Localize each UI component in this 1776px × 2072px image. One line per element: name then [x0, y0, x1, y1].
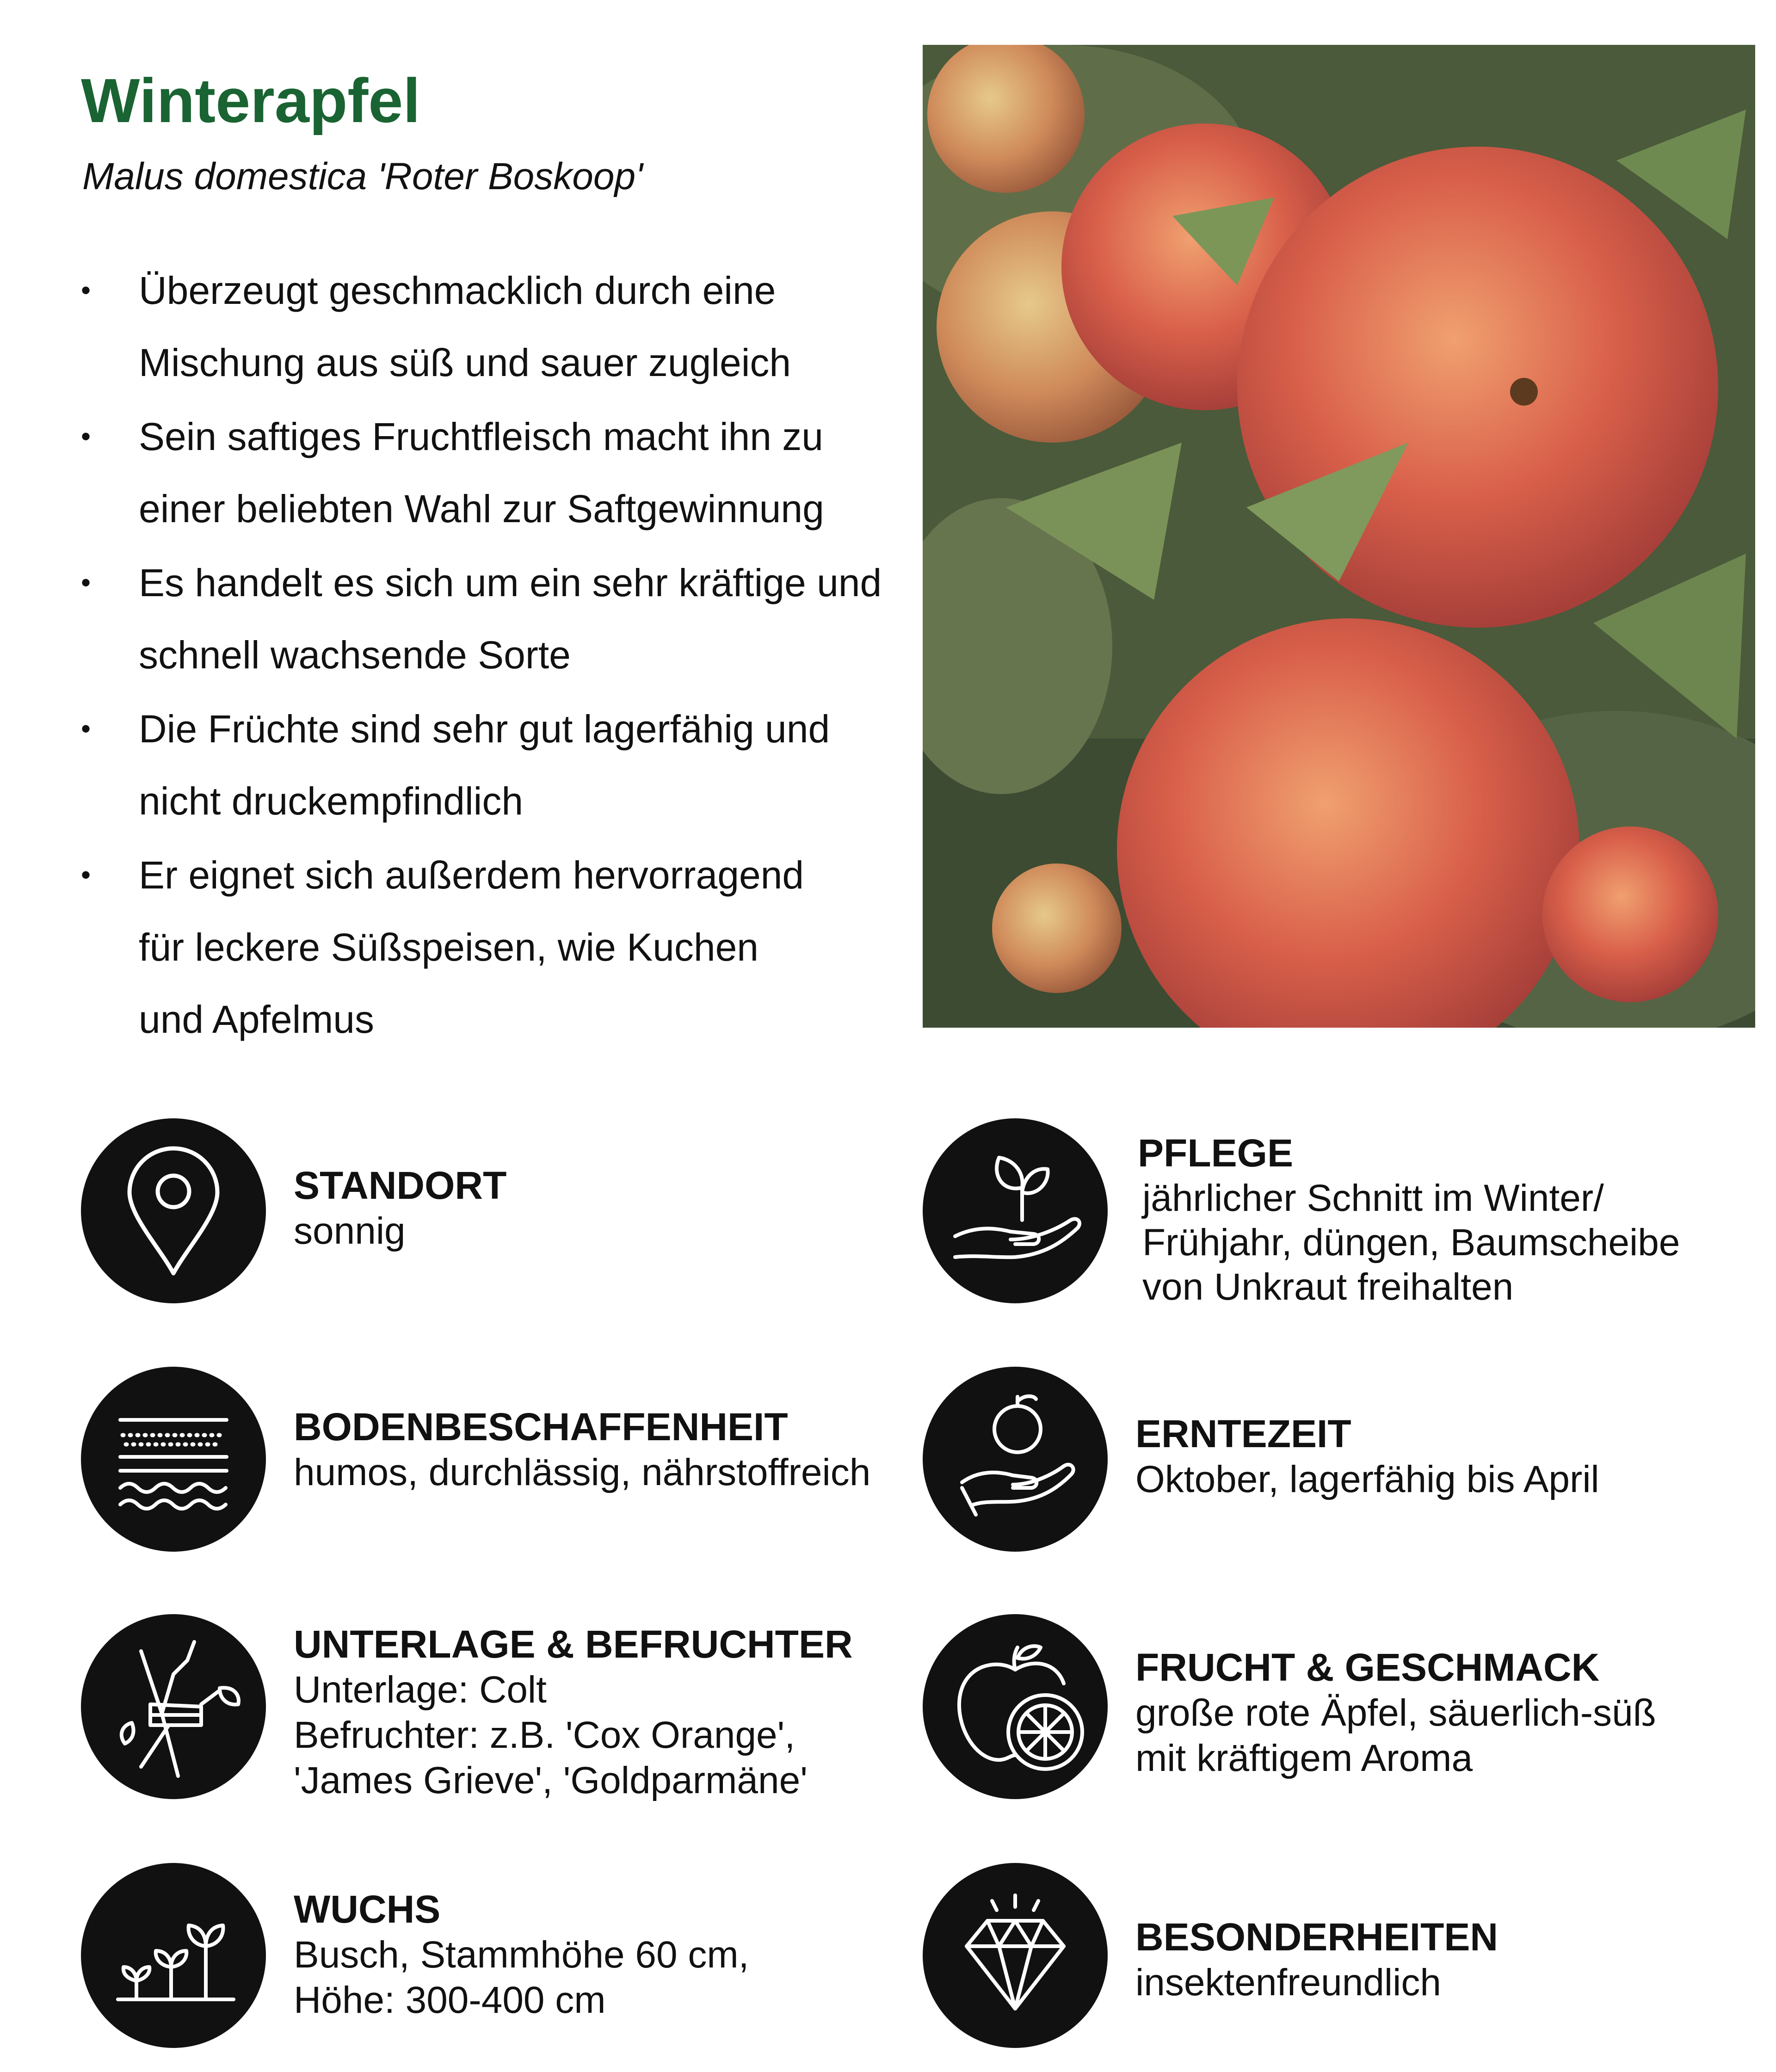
seedlings-icon: [81, 1863, 266, 2048]
feature-boden: [81, 1367, 923, 1552]
feature-value: sonnig: [294, 1210, 406, 1252]
feature-pflege: [923, 1118, 1764, 1308]
bullet-item: • Es handelt es sich um ein sehr kräftige und schnell wachsende Sorte: [81, 547, 934, 691]
feature-value: jährlicher Schnitt im Winter/ Frühjahr, düngen, Baumscheibe von Unkraut freihalten: [1142, 1177, 1680, 1308]
bullet-item: • Überzeugt geschmacklich durch eine Mischung aus süß und sauer zugleich: [81, 254, 846, 399]
feature-title: UNTERLAGE & BEFRUCHTER: [294, 1622, 853, 1666]
diamond-icon: [923, 1863, 1108, 2048]
feature-title: BODENBESCHAFFENHEIT: [294, 1405, 788, 1449]
feature-title: ERNTEZEIT: [1135, 1412, 1351, 1455]
feature-bullet-list: [81, 254, 913, 1057]
feature-unterlage: [81, 1614, 923, 1799]
apple-orange-icon: [923, 1614, 1108, 1799]
bullet-item: • Die Früchte sind sehr gut lagerfähig und nicht druckempfindlich: [81, 693, 888, 837]
feature-value: humos, durchlässig, nährstoffreich: [294, 1451, 871, 1493]
feature-value: insektenfreundlich: [1135, 1961, 1441, 2004]
plant-in-hand-icon: [923, 1118, 1108, 1303]
grafting-icon: [81, 1614, 266, 1799]
feature-title: PFLEGE: [1138, 1131, 1294, 1175]
bullet-item: • Sein saftiges Fruchtfleisch macht ihn zu einer beliebten Wahl zur Saftgewinnung: [81, 401, 860, 545]
fruit-in-hand-icon: [923, 1367, 1108, 1552]
feature-title: STANDORT: [294, 1164, 507, 1207]
feature-besonderheiten: [923, 1863, 1764, 2048]
feature-value: Oktober, lagerfähig bis April: [1135, 1458, 1599, 1500]
feature-title: FRUCHT & GESCHMACK: [1135, 1646, 1600, 1689]
botanical-name: Malus domestica 'Roter Boskoop': [82, 155, 643, 197]
feature-title: WUCHS: [294, 1887, 441, 1931]
bullet-item: • Er eignet sich außerdem hervorragend für leckere Süßspeisen, wie Kuchen und Apfelmus: [81, 839, 809, 1055]
feature-title: BESONDERHEITEN: [1135, 1915, 1498, 1959]
page-title: Winterapfel: [81, 66, 420, 136]
feature-value: Unterlage: Colt Befruchter: z.B. 'Cox Orange', 'James Grieve', 'Goldparmäne': [294, 1669, 808, 1801]
location-pin-icon: [81, 1118, 266, 1303]
apple-tree-photo: [923, 45, 1755, 1028]
feature-value: Busch, Stammhöhe 60 cm, Höhe: 300-400 cm: [294, 1934, 749, 2021]
feature-wuchs: [81, 1863, 923, 2048]
soil-layers-icon: [81, 1367, 266, 1552]
feature-frucht: [923, 1614, 1764, 1799]
feature-standort: [81, 1118, 923, 1303]
feature-erntezeit: [923, 1367, 1764, 1552]
feature-value: große rote Äpfel, säuerlich-süß mit kräftigem Aroma: [1135, 1692, 1656, 1779]
